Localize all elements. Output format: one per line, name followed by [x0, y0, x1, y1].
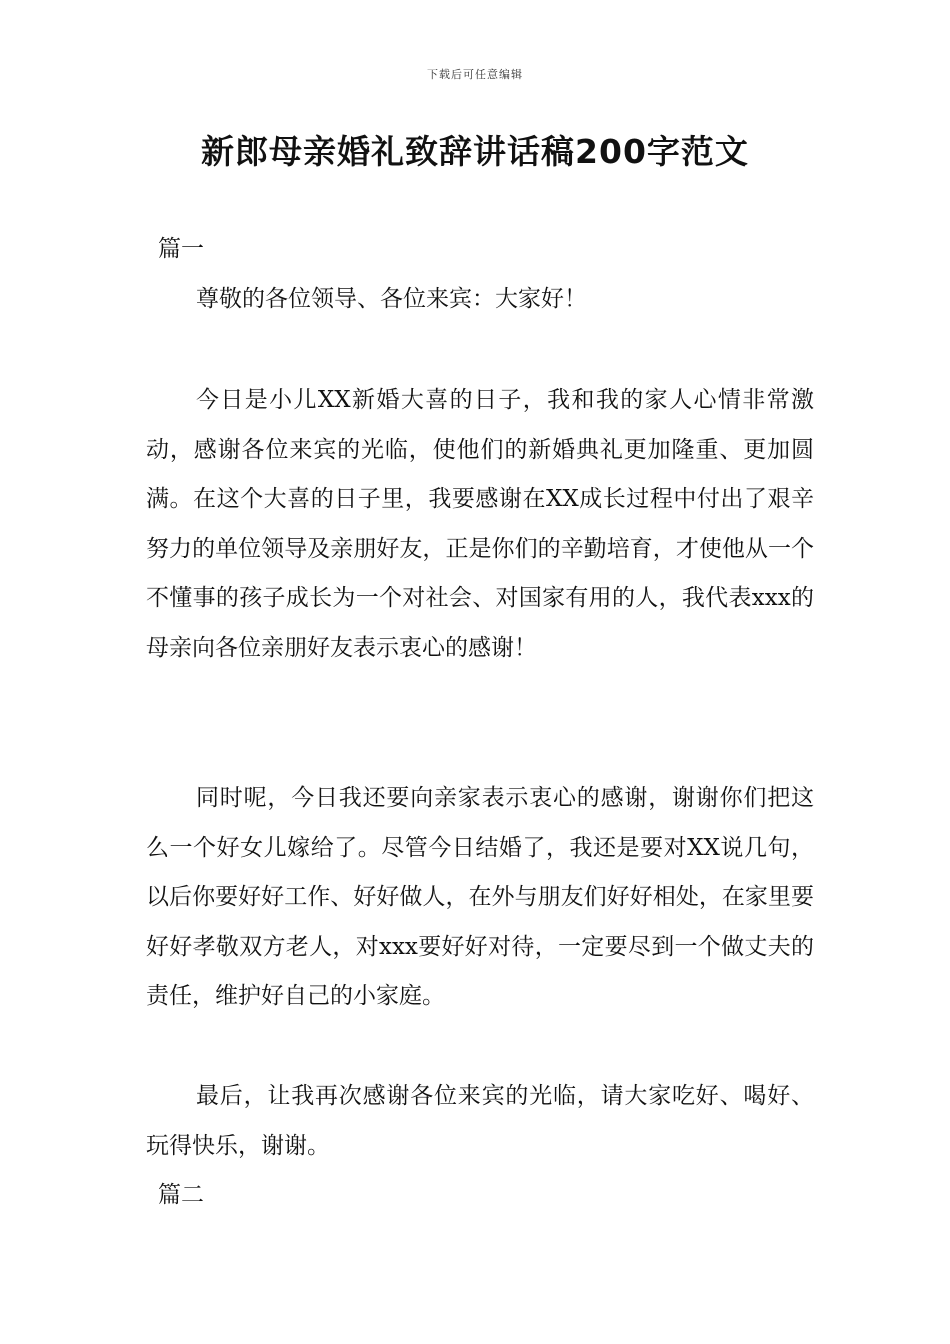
header-note: 下载后可任意编辑 — [427, 68, 523, 81]
section-label-1: 篇一 — [158, 236, 204, 262]
body-paragraph-3: 最后，让我再次感谢各位来宾的光临，请大家吃好、喝好、玩得快乐，谢谢。 — [146, 1083, 814, 1159]
salutation: 尊敬的各位领导、各位来宾：大家好！ — [196, 286, 587, 312]
document-title: 新郎母亲婚礼致辞讲话稿200字范文 — [201, 132, 749, 171]
body-paragraph-2: 同时呢，今日我还要向亲家表示衷心的感谢，谢谢你们把这么一个好女儿嫁给了。尽管今日结婚了，我还是要对XX说几句，以后你要好好工作、好好做人，在外与朋友们好好相处，在家里要好好孝敬双方老人，对xxx要好好对待，一定要尽到一个做丈夫的责任，维护好自己的小家庭。 — [146, 785, 814, 1009]
section-label-2: 篇二 — [158, 1182, 204, 1208]
body-paragraph-1: 今日是小儿XX新婚大喜的日子，我和我的家人心情非常激动，感谢各位来宾的光临，使他们的新婚典礼更加隆重、更加圆满。在这个大喜的日子里，我要感谢在XX成长过程中付出了艰辛努力的单位领导及亲朋好友，正是你们的辛勤培育，才使他从一个不懂事的孩子成长为一个对社会、对国家有用的人，我代表xxx的母亲向各位亲朋好友表示衷心的感谢！ — [146, 387, 814, 661]
